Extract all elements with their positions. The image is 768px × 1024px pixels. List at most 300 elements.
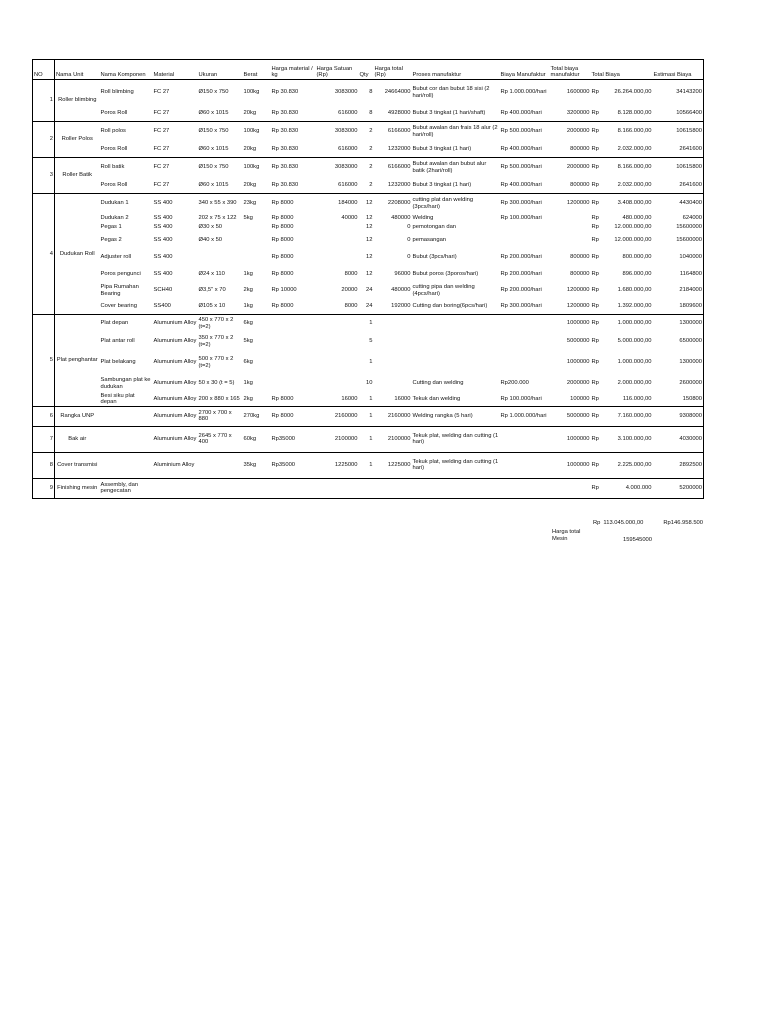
cell-price-kg: Rp 30.830 xyxy=(271,80,316,106)
cell-estimate: 2892500 xyxy=(653,452,704,478)
cell-no: 4 xyxy=(33,194,55,315)
table-row xyxy=(33,158,704,178)
currency-label: Rp xyxy=(591,395,599,402)
header-weight: Berat xyxy=(243,60,271,80)
cell-mfg-total: 1000000 xyxy=(550,452,591,478)
cell-total: 0 xyxy=(407,254,411,261)
cell-size: 500 x 770 x 2 (t=2) xyxy=(198,355,234,369)
cell-estimate: 1809600 xyxy=(653,299,704,315)
cell-price-kg: Rp 8000 xyxy=(271,194,316,214)
cell-qty: 24 xyxy=(366,287,373,294)
cell-total: 24664000 xyxy=(374,80,412,106)
total-cost-value: 12.000.000,00 xyxy=(614,236,652,243)
machine-total-label: Harga total Mesin xyxy=(552,529,581,542)
cell-estimate: 1164800 xyxy=(653,267,704,283)
cell-component: Poros Roll xyxy=(100,109,128,116)
currency-label: Rp xyxy=(591,380,599,387)
cell-material: Alumunium Alloy xyxy=(153,395,197,402)
cell-total-cost xyxy=(591,393,653,407)
cell-estimate: 9308000 xyxy=(653,406,704,426)
cell-mfg-total: 800000 xyxy=(570,181,590,188)
cell-estimate: 4430400 xyxy=(653,194,704,214)
cell-total-cost xyxy=(591,178,653,194)
currency-label: Rp xyxy=(591,89,599,96)
cell-mfg xyxy=(500,315,550,333)
cell-total: 16000 xyxy=(394,395,411,402)
cell-weight: 6kg xyxy=(243,359,253,366)
total-cost-value: 2.225.000,00 xyxy=(617,461,652,468)
cell-total: 2160000 xyxy=(374,406,412,426)
cell-unit-price xyxy=(316,232,359,249)
cell-mfg-total: 1200000 xyxy=(566,302,590,309)
cell-mfg: Rp 300.000/hari xyxy=(500,194,550,214)
cell-total: 96000 xyxy=(394,271,411,278)
cell-size: Ø150 x 750 xyxy=(198,122,243,142)
cell-total-cost xyxy=(591,375,653,393)
currency-label: Rp xyxy=(591,287,599,294)
cell-component: Plat antar roll xyxy=(100,338,135,345)
cell-unit-price: 616000 xyxy=(338,145,358,152)
table-row xyxy=(33,351,704,375)
cell-material: FC 27 xyxy=(153,181,170,188)
cell-process xyxy=(412,478,500,498)
header-price-per-kg: Harga material / kg xyxy=(271,60,316,80)
cell-process: Cutting dan welding xyxy=(412,380,464,387)
total-cost-value: 1.680.000,00 xyxy=(617,287,652,294)
cell-price-kg: Rp 8000 xyxy=(271,395,294,402)
cell-qty: 8 xyxy=(359,80,374,106)
cell-component: Dudukan 1 xyxy=(100,194,153,214)
header-qty: Qty xyxy=(359,60,374,80)
cell-mfg-total: 1200000 xyxy=(550,194,591,214)
cell-price-kg: Rp 8000 xyxy=(271,271,294,278)
cell-mfg: Rp200.000 xyxy=(500,380,529,387)
header-no: NO xyxy=(33,60,55,80)
table-row xyxy=(33,267,704,283)
currency-label: Rp xyxy=(591,302,599,309)
currency-label: Rp xyxy=(591,254,599,261)
cell-component: Pipa Rumahan Bearing xyxy=(100,283,139,297)
cell-size: Ø105 x 10 xyxy=(198,302,226,309)
cell-price-kg xyxy=(271,333,316,351)
cell-mfg: Rp 400.000/hari xyxy=(500,181,542,188)
cell-mfg: Rp 200.000/hari xyxy=(500,254,542,261)
cell-price-kg xyxy=(271,375,316,393)
cell-weight: 20kg xyxy=(243,145,257,152)
cell-mfg xyxy=(500,478,550,498)
currency-label: Rp xyxy=(591,484,599,491)
cell-total: 2100000 xyxy=(374,426,412,452)
cell-mfg-total: 1000000 xyxy=(566,359,590,366)
grand-total-cost: 113.045.000,00 xyxy=(603,520,644,526)
total-cost-value: 26.264.000,00 xyxy=(614,89,652,96)
cell-size: 50 x 30 (t = 5) xyxy=(198,380,235,387)
cell-qty: 12 xyxy=(366,271,373,278)
table-row xyxy=(33,106,704,122)
cell-material: Alumunium Alloy xyxy=(153,380,197,387)
table-row xyxy=(33,315,704,333)
cell-qty: 12 xyxy=(366,254,373,261)
cell-weight xyxy=(243,224,271,232)
cell-mfg: Rp 1.000.000/hari xyxy=(500,406,550,426)
cell-estimate: 624000 xyxy=(653,214,704,224)
cell-total: 4928000 xyxy=(387,109,411,116)
cell-price-kg: Rp 30.830 xyxy=(271,145,299,152)
total-cost-value: 2.000.000,00 xyxy=(617,380,652,387)
header-estimate: Estimasi Biaya xyxy=(653,60,704,80)
header-row xyxy=(33,60,704,80)
cell-unit-price: 616000 xyxy=(338,109,358,116)
cell-process: pemotongan dan xyxy=(412,224,457,231)
cell-process: Bubut poros (3poros/hari) xyxy=(412,271,479,278)
cell-weight: 2kg xyxy=(243,287,253,294)
cell-unit: Finishing mesin xyxy=(55,478,100,498)
cell-price-kg: Rp 8000 xyxy=(271,406,316,426)
cell-component: Poros Roll xyxy=(100,181,128,188)
currency-label: Rp xyxy=(591,359,599,366)
cell-size xyxy=(198,478,243,498)
cell-size: Ø3,5" x 70 xyxy=(198,287,226,294)
cell-size: Ø150 x 750 xyxy=(198,80,243,106)
cell-estimate: 1040000 xyxy=(653,249,704,267)
cell-size: Ø60 x 1015 xyxy=(198,181,229,188)
cell-weight: 35kg xyxy=(243,452,271,478)
cell-total: 1225000 xyxy=(374,452,412,478)
cell-total xyxy=(374,351,412,375)
table-row xyxy=(33,333,704,351)
cell-total xyxy=(374,333,412,351)
cell-unit-price: 184000 xyxy=(316,194,359,214)
cell-weight: 100kg xyxy=(243,122,271,142)
cell-unit-price: 8000 xyxy=(344,302,358,309)
cell-unit: Dudukan Roll xyxy=(55,194,100,315)
cell-unit-price: 40000 xyxy=(341,215,358,222)
currency-label: Rp xyxy=(591,181,599,188)
cell-total-cost xyxy=(591,351,653,375)
cell-qty: 1 xyxy=(369,359,373,366)
cell-component: Dudukan 2 xyxy=(100,215,129,222)
cell-no: 8 xyxy=(33,452,55,478)
cell-estimate: 6500000 xyxy=(653,333,704,351)
cell-process: cutting pipa dan welding (4pcs/hari) xyxy=(412,283,475,297)
cell-mfg xyxy=(500,232,550,249)
cell-mfg-total: 800000 xyxy=(570,145,590,152)
cell-unit-price xyxy=(316,315,359,333)
cell-total-cost xyxy=(591,299,653,315)
currency-label: Rp xyxy=(591,461,599,468)
cell-total-cost xyxy=(591,267,653,283)
cell-component: Sambungan plat ke dudukan xyxy=(100,376,151,390)
header-size: Ukuran xyxy=(198,60,243,80)
header-component: Nama Komponen xyxy=(100,60,153,80)
cell-process xyxy=(412,315,500,333)
cell-estimate: 4030000 xyxy=(653,426,704,452)
cell-process: Bubut 3 tingkat (1 hari/shaft) xyxy=(412,109,486,116)
cell-total xyxy=(374,478,412,498)
cell-process: Tekuk plat, welding dan cutting (1 hari) xyxy=(412,426,500,452)
cell-size: 340 x 55 x 390 xyxy=(198,194,243,214)
cell-mfg: Rp 100.000/hari xyxy=(500,395,542,402)
cell-mfg-total: 3200000 xyxy=(566,109,590,116)
cell-qty: 1 xyxy=(369,395,373,402)
cell-process xyxy=(412,333,500,351)
table-row xyxy=(33,224,704,232)
cell-unit-price: 2160000 xyxy=(316,406,359,426)
total-cost-value: 7.160.000,00 xyxy=(617,412,652,419)
total-cost-value: 2.032.000,00 xyxy=(617,181,652,188)
cell-unit: Roller Polos xyxy=(55,122,100,158)
cell-mfg-total: 1200000 xyxy=(566,287,590,294)
cell-component: Pegas 2 xyxy=(100,236,122,243)
cell-qty: 12 xyxy=(366,236,373,243)
cell-weight: 2kg xyxy=(243,395,253,402)
cell-total-cost xyxy=(591,452,653,478)
cell-total: 0 xyxy=(407,236,411,243)
cell-unit: Cover transmisi xyxy=(55,452,100,478)
cell-material: FC 27 xyxy=(153,122,198,142)
cell-qty: 2 xyxy=(369,181,373,188)
cell-total-cost xyxy=(591,315,653,333)
currency-label: Rp xyxy=(591,145,599,152)
cell-total: 6166000 xyxy=(374,122,412,142)
table-row xyxy=(33,80,704,106)
cell-component xyxy=(100,406,153,426)
cell-qty: 1 xyxy=(359,315,374,333)
cell-mfg-total: 100000 xyxy=(570,395,590,402)
total-cost-value: 1.000.000,00 xyxy=(617,359,652,366)
cell-no: 6 xyxy=(33,406,55,426)
cell-total-cost xyxy=(591,122,653,142)
cell-qty: 1 xyxy=(359,426,374,452)
cell-estimate: 2641600 xyxy=(653,142,704,158)
cell-unit-price: 616000 xyxy=(338,181,358,188)
cell-mfg: Rp 500.000/hari xyxy=(500,158,550,178)
cell-mfg-total: 2000000 xyxy=(550,158,591,178)
table-row xyxy=(33,452,704,478)
cell-total: 6166000 xyxy=(374,158,412,178)
cell-component xyxy=(100,452,153,478)
total-cost-value: 116.000,00 xyxy=(622,395,652,402)
cell-unit-price: 3083000 xyxy=(316,122,359,142)
cell-weight: 20kg xyxy=(243,109,257,116)
cell-material xyxy=(153,478,198,498)
cell-mfg xyxy=(500,452,550,478)
cell-size: 350 x 770 x 2 (t=2) xyxy=(198,334,234,348)
cell-material: Alumunium Alloy xyxy=(153,338,197,345)
cell-weight: 270kg xyxy=(243,406,271,426)
cell-qty: 24 xyxy=(366,302,373,309)
cell-weight: 23kg xyxy=(243,194,271,214)
cell-total-cost xyxy=(591,194,653,214)
header-mfg-cost: Biaya Manufaktur xyxy=(500,60,550,80)
cell-total-cost xyxy=(591,158,653,178)
total-cost-value: 3.408.000,00 xyxy=(617,200,652,207)
cell-price-kg: Rp35000 xyxy=(271,426,316,452)
currency-label: Rp xyxy=(591,200,599,207)
cell-size: Ø24 x 110 xyxy=(198,271,225,278)
total-cost-value: 8.166.000,00 xyxy=(617,128,652,135)
cell-material: Alumunium Alloy xyxy=(153,315,198,333)
header-material: Material xyxy=(153,60,198,80)
cell-total: 480000 xyxy=(391,215,411,222)
cell-process: Bubut awalan dan frais 18 alur (2 hari/roll) xyxy=(412,122,500,142)
cell-no: 3 xyxy=(33,158,55,194)
cell-unit: Roller Batik xyxy=(55,158,100,194)
cell-total: 480000 xyxy=(391,287,411,294)
header-unit: Nama Unit xyxy=(55,60,100,80)
table-row xyxy=(33,214,704,224)
cell-size: 450 x 770 x 2 (t=2) xyxy=(198,315,243,333)
currency-label: Rp xyxy=(591,435,599,442)
cell-weight: 1kg xyxy=(243,380,253,387)
table-row xyxy=(33,426,704,452)
cell-material: SS 400 xyxy=(153,271,173,278)
currency-label: Rp xyxy=(591,224,599,231)
cell-weight: 5kg xyxy=(243,215,253,222)
cell-mfg: Rp 400.000/hari xyxy=(500,109,542,116)
cell-process: Bubut awalan dan bubut alur batik (2hari/roll) xyxy=(412,158,500,178)
cell-component: Plat depan xyxy=(100,315,153,333)
currency-label: Rp xyxy=(591,320,599,327)
cell-unit: Rangka UNP xyxy=(55,406,100,426)
cell-unit-price: 3083000 xyxy=(316,80,359,106)
cell-qty xyxy=(359,478,374,498)
cell-unit-price: 1225000 xyxy=(316,452,359,478)
cell-weight: 1kg xyxy=(243,302,253,309)
cell-component: Assembly, dan pengecatan xyxy=(100,478,153,498)
cell-weight xyxy=(243,478,271,498)
cell-process: pemasangan xyxy=(412,236,447,243)
cell-qty: 12 xyxy=(366,224,373,231)
cell-no: 1 xyxy=(33,80,55,122)
cell-total-cost xyxy=(591,214,653,224)
cell-total: 1232000 xyxy=(387,181,411,188)
cell-price-kg xyxy=(271,351,316,375)
cell-estimate: 10615800 xyxy=(653,158,704,178)
cell-no: 2 xyxy=(33,122,55,158)
cell-material: Alumunium Alloy xyxy=(153,359,197,366)
cell-material: SS 400 xyxy=(153,254,173,261)
cell-material: SCH40 xyxy=(153,287,173,294)
table-row xyxy=(33,299,704,315)
table-row xyxy=(33,406,704,426)
header-mfg-total: Total biaya manufaktur xyxy=(550,60,591,80)
cell-material: SS400 xyxy=(153,302,171,309)
cell-mfg-total xyxy=(550,232,591,249)
cell-size: Ø60 x 1015 xyxy=(198,109,229,116)
cell-mfg-total: 800000 xyxy=(570,271,590,278)
cell-material: Alumunium Alloy xyxy=(153,406,198,426)
currency-label: Rp xyxy=(591,412,599,419)
cell-price-kg: Rp 30.830 xyxy=(271,158,316,178)
cell-price-kg: Rp35000 xyxy=(271,452,316,478)
cell-component: Poros pengunci xyxy=(100,271,141,278)
cell-price-kg: Rp 8000 xyxy=(271,215,294,222)
cell-total-cost xyxy=(591,283,653,299)
machine-total-value: 159545000 xyxy=(622,537,652,543)
cell-weight: 60kg xyxy=(243,426,271,452)
cell-process: Tekuk dan welding xyxy=(412,395,461,402)
cell-size: 200 x 880 x 165 xyxy=(198,395,240,402)
cell-process: Welding rangka (5 hari) xyxy=(412,406,500,426)
cell-price-kg: Rp 8000 xyxy=(271,254,294,261)
cell-mfg-total: 5000000 xyxy=(550,406,591,426)
cell-total: 0 xyxy=(407,224,411,231)
cell-material: FC 27 xyxy=(153,80,198,106)
cell-weight xyxy=(243,249,271,267)
cell-qty: 2 xyxy=(359,158,374,178)
cell-material: Aluminium Alloy xyxy=(153,452,198,478)
cell-no: 9 xyxy=(33,478,55,498)
cell-total-cost xyxy=(591,406,653,426)
cell-material: FC 27 xyxy=(153,145,170,152)
cell-mfg-total xyxy=(550,478,591,498)
total-cost-value: 1.392.000,00 xyxy=(617,302,652,309)
cell-total: 192000 xyxy=(391,302,411,309)
header-total-cost: Total Biaya xyxy=(591,60,653,80)
cell-weight: 1kg xyxy=(243,271,253,278)
cell-estimate: 2184000 xyxy=(653,283,704,299)
cell-price-kg xyxy=(271,478,316,498)
table-row xyxy=(33,249,704,267)
table-row xyxy=(33,194,704,214)
cell-component: Roll blimbing xyxy=(100,80,153,106)
total-cost-value: 896.000,00 xyxy=(622,271,652,278)
cell-total: 2208000 xyxy=(374,194,412,214)
cell-component: Cover bearing xyxy=(100,302,137,309)
total-cost-value: 800.000,00 xyxy=(622,254,652,261)
cell-unit-price xyxy=(316,375,359,393)
cell-estimate: 150800 xyxy=(653,393,704,407)
header-process: Proses manufaktur xyxy=(412,60,500,80)
cell-mfg-total: 800000 xyxy=(570,254,590,261)
cell-unit-price: 20000 xyxy=(341,287,358,294)
cell-price-kg: Rp 8000 xyxy=(271,224,294,231)
cell-estimate: 15600000 xyxy=(653,224,704,232)
cell-price-kg: Rp 30.830 xyxy=(271,122,316,142)
cell-unit: Plat penghantar xyxy=(55,315,100,407)
cell-weight: 100kg xyxy=(243,80,271,106)
cell-total-cost xyxy=(591,232,653,249)
cell-price-kg xyxy=(271,315,316,333)
cell-price-kg: Rp 8000 xyxy=(271,302,294,309)
total-cost-value: 3.100.000,00 xyxy=(617,435,652,442)
cell-price-kg: Rp 30.830 xyxy=(271,109,299,116)
cell-unit: Roller blimbing xyxy=(55,80,100,122)
cell-estimate: 10615800 xyxy=(653,122,704,142)
cell-material: FC 27 xyxy=(153,158,198,178)
cell-mfg xyxy=(500,351,550,375)
cell-mfg: Rp 200.000/hari xyxy=(500,287,542,294)
cell-mfg-total: 1000000 xyxy=(550,315,591,333)
cell-price-kg: Rp 30.830 xyxy=(271,181,299,188)
cell-qty: 2 xyxy=(359,122,374,142)
table-row xyxy=(33,142,704,158)
cell-process xyxy=(412,351,500,375)
total-cost-value: 4.000.000 xyxy=(625,484,652,491)
currency-label: Rp xyxy=(591,215,599,222)
cell-material: FC 27 xyxy=(153,109,170,116)
cell-price-kg: Rp 10000 xyxy=(271,287,297,294)
cell-total-cost xyxy=(591,333,653,351)
total-cost-value: 5.000.000,00 xyxy=(617,338,652,345)
cell-weight xyxy=(243,232,271,249)
cell-unit-price: 8000 xyxy=(344,271,358,278)
cell-total-cost xyxy=(591,478,653,498)
currency-label: Rp xyxy=(591,236,599,243)
table-row xyxy=(33,283,704,299)
total-cost-value: 8.128.000,00 xyxy=(617,109,652,116)
